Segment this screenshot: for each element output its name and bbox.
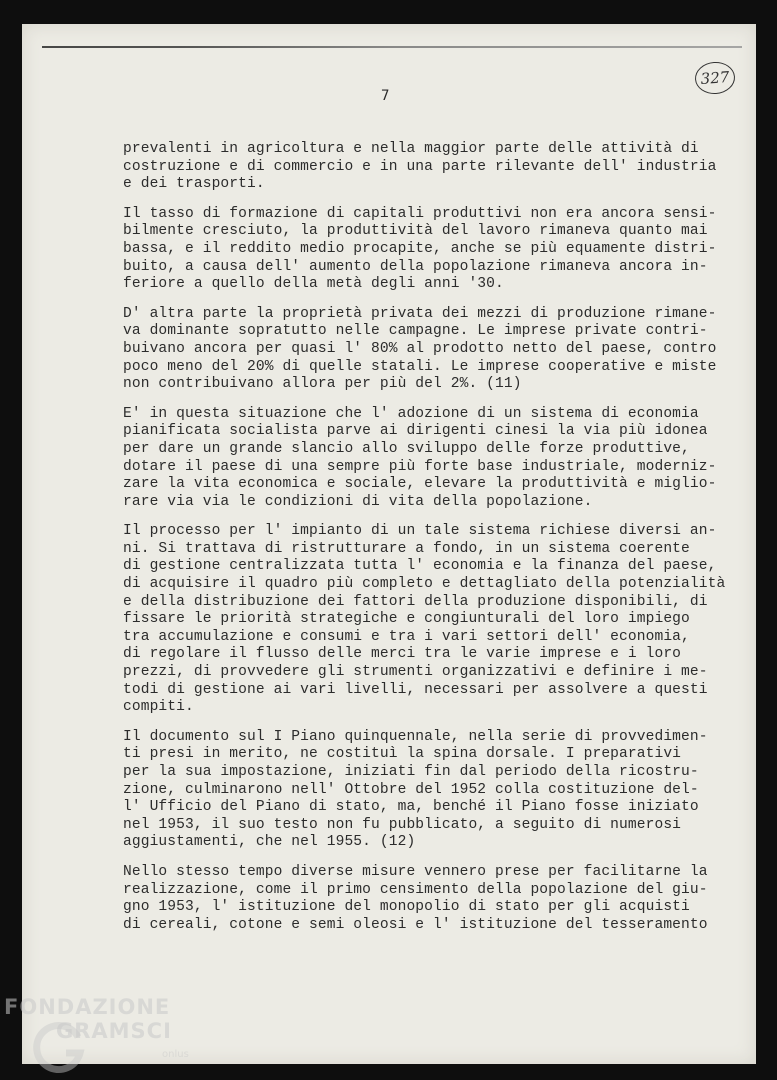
text-line: di regolare il flusso delle merci tra le varie imprese e i loro	[123, 646, 682, 663]
text-line: E' in questa situazione che l' adozione di un sistema di economia	[123, 405, 699, 422]
paragraph	[123, 864, 743, 934]
paragraph	[123, 206, 743, 294]
paragraph	[123, 406, 743, 512]
text-line: tra accumulazione e consumi e tra i vari settori dell' economia,	[123, 628, 690, 645]
text-line: fissare le priorità strategiche e congiunturali del loro impiego	[123, 611, 690, 628]
text-line: rare via via le condizioni di vita della popolazione.	[123, 493, 593, 510]
paragraph	[123, 306, 743, 394]
text-line: bilmente cresciuto, la produttività del lavoro rimaneva quanto mai	[123, 223, 708, 240]
text-line: ti presi in merito, ne costituì la spina dorsale. I preparativi	[123, 746, 682, 763]
text-line: e dei trasporti.	[123, 176, 265, 193]
page-number: 7	[381, 88, 390, 104]
watermark-onlus: onlus	[162, 1049, 189, 1060]
archive-number-stamp: 327	[694, 61, 736, 96]
text-line: Il processo per l' impianto di un tale sistema richiese diversi an-	[123, 523, 717, 540]
text-line: buito, a causa dell' aumento della popolazione rimaneva ancora in-	[123, 258, 708, 275]
text-line: realizzazione, come il primo censimento della popolazione del giu-	[123, 881, 708, 898]
text-line: zione, culminarono nell' Ottobre del 1952 colla costituzione del-	[123, 781, 699, 798]
watermark-line1: FONDAZIONE	[4, 995, 171, 1019]
text-line: gno 1953, l' istituzione del monopolio di stato per gli acquisti	[123, 899, 690, 916]
text-line: pianificata socialista parve ai dirigenti cinesi la via più idonea	[123, 423, 708, 440]
text-line: dotare il paese di una sempre più forte base industriale, moderniz-	[123, 458, 717, 475]
text-line: prezzi, di provvedere gli strumenti organizzativi e definire i me-	[123, 664, 708, 681]
top-rule	[42, 46, 742, 48]
text-line: Il documento sul I Piano quinquennale, nella serie di provvedimen-	[123, 728, 708, 745]
text-line: ni. Si trattava di ristrutturare a fondo, in un sistema coerente	[123, 540, 690, 557]
typed-body-text	[123, 141, 743, 946]
text-line: compiti.	[123, 699, 194, 716]
watermark-line2: GRAMSCI	[56, 1019, 172, 1043]
text-line: Il tasso di formazione di capitali produttivi non era ancora sensi-	[123, 205, 717, 222]
text-line: D' altra parte la proprietà privata dei mezzi di produzione rimane-	[123, 305, 717, 322]
paragraph	[123, 729, 743, 852]
text-line: non contribuivano allora per più del 2%. (11)	[123, 376, 522, 393]
text-line: l' Ufficio del Piano di stato, ma, benché il Piano fosse iniziato	[123, 799, 699, 816]
text-line: nel 1953, il suo testo non fu pubblicato, a seguito di numerosi	[123, 816, 682, 833]
text-line: buivano ancora per quasi l' 80% al prodotto netto del paese, contro	[123, 340, 717, 357]
text-line: zare la vita economica e sociale, elevare la produttività e miglio-	[123, 476, 717, 493]
text-line: Nello stesso tempo diverse misure vennero prese per facilitarne la	[123, 863, 708, 880]
text-line: di acquisire il quadro più completo e dettagliato della potenzialità	[123, 576, 726, 593]
text-line: poco meno del 20% di quelle statali. Le imprese cooperative e miste	[123, 358, 717, 375]
text-line: prevalenti in agricoltura e nella maggior parte delle attività di	[123, 141, 699, 157]
text-line: bassa, e il reddito medio procapite, anche se più equamente distri-	[123, 240, 717, 257]
text-line: per dare un grande slancio allo sviluppo delle forze produttive,	[123, 440, 690, 457]
text-line: va dominante sopratutto nelle campagne. Le imprese private contri-	[123, 323, 708, 340]
text-line: e della distribuzione dei fattori della produzione disponibili, di	[123, 593, 708, 610]
text-line: per la sua impostazione, iniziati fin dal periodo della ricostru-	[123, 764, 699, 780]
text-line: di cereali, cotone e semi oleosi e l' istituzione del tesseramento	[123, 916, 708, 933]
text-line: todi di gestione ai vari livelli, necessari per assolvere a questi	[123, 681, 708, 698]
paragraph	[123, 141, 743, 194]
text-line: di gestione centralizzata tutta l' economia e la finanza del paese,	[123, 558, 717, 575]
text-line: aggiustamenti, che nel 1955. (12)	[123, 834, 416, 851]
paper-sheet	[22, 24, 756, 1064]
paragraph	[123, 523, 743, 717]
text-line: costruzione e di commercio e in una parte rilevante dell' industria	[123, 158, 717, 175]
text-line: feriore a quello della metà degli anni '30.	[123, 276, 504, 293]
